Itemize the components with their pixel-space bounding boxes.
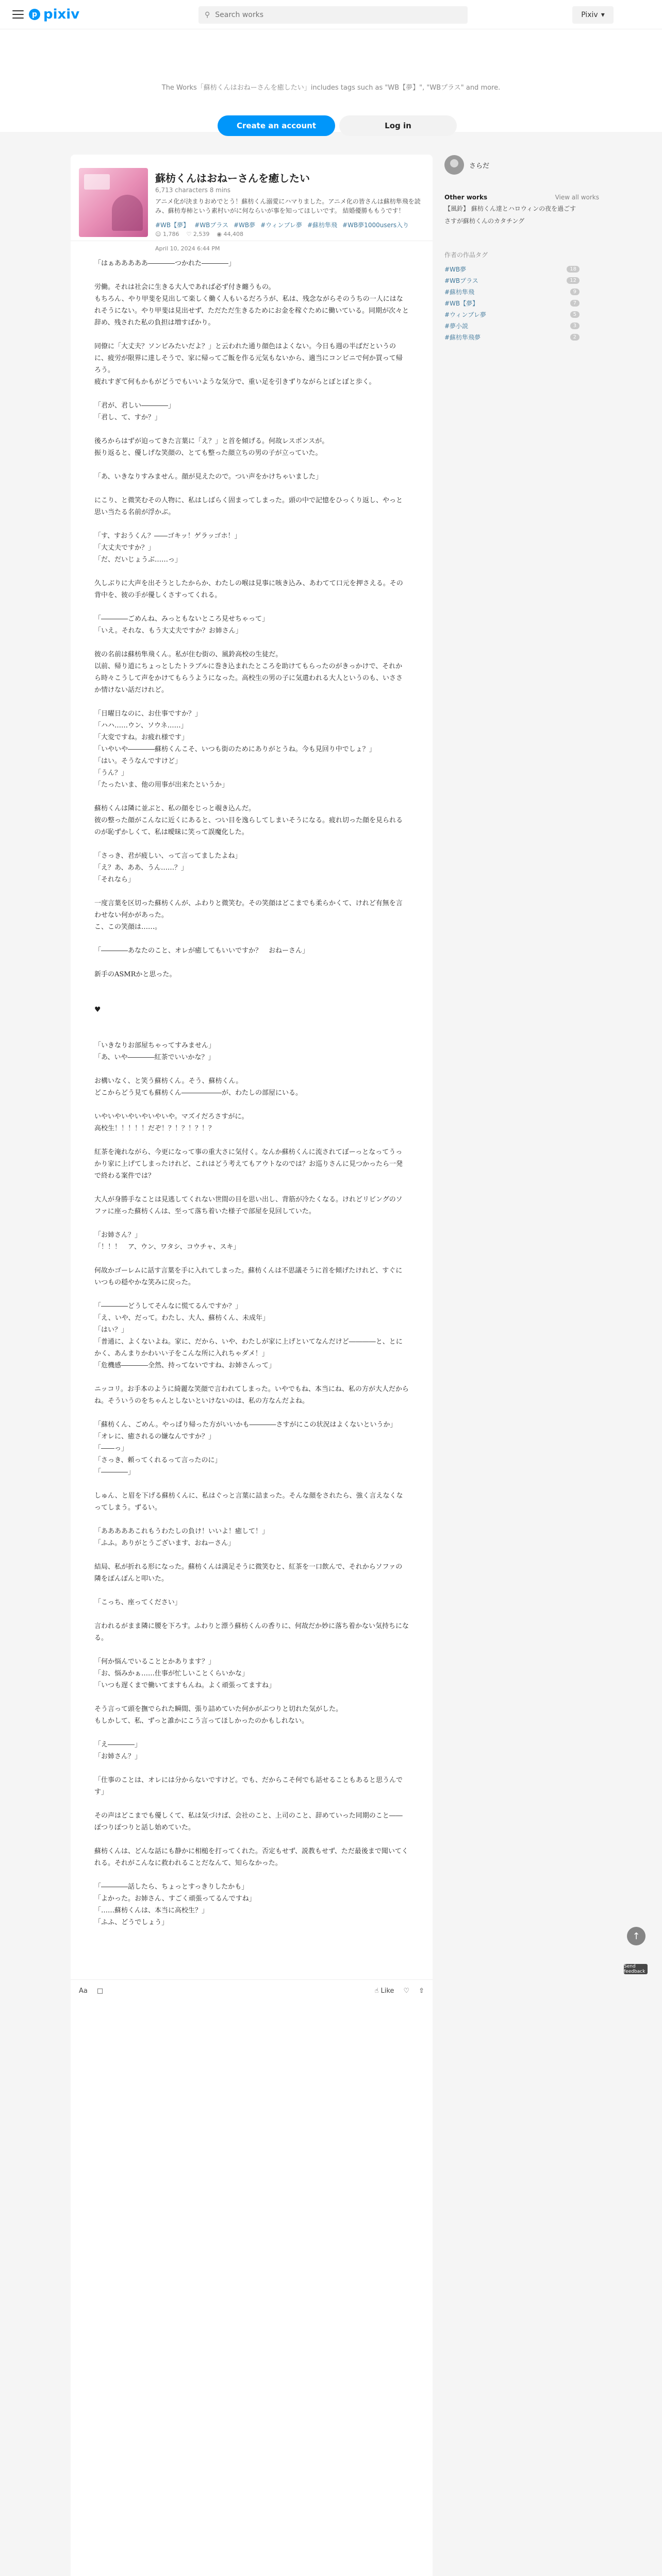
work-caption: アニメ化が決まりおめでとう！蘇枋くん溺愛にハマりました。アニメ化の皆さんは蘇枋隼飛を読み、蘇枋寿柿という素村いがに何ならいが事を知ってほしいです。 結婚優勝ももうです！ [155,198,421,214]
novel-body [71,258,433,1940]
author-sidebar [444,155,599,343]
view-count: 44,408 [223,231,243,238]
author-tag-count: 9 [570,289,580,295]
pixiv-logo[interactable] [29,7,79,22]
author-tag-name: #蘇枋隼飛夢 [444,333,481,341]
novel-paragraph: その声はどこまでも優しくて、私は気づけば、会社のこと、上司のこと、辞めていった同期のこと――ぽつりぽつりと話し始めていた。 [94,1812,403,1832]
author-name[interactable]: さらだ [469,162,490,170]
top-bar [0,0,662,29]
section-separator: ♥ [94,1006,101,1014]
novel-paragraph: 何故かゴーレムに話す言葉を手に入れてしまった。蘇枋くんは不思議そうに首を傾げたけれど、すぐにいつもの穏やかな笑みに戻った。 [94,1267,403,1286]
author-tag-count: 3 [570,323,580,329]
avatar[interactable] [444,155,464,175]
smile-icon: ☺ [155,231,161,238]
chevron-down-icon: ▾ [601,11,605,19]
search-input[interactable] [215,11,452,19]
novel-cover-image[interactable] [79,168,148,237]
novel-paragraph: 「何か悩んでいることとかあります？」 「お、悩みかぁ……仕事が忙しいことくらいかな」 「いつも遅くまで働いてますもんね。よく頑張ってますね」 [94,1658,276,1689]
novel-paragraph: 言われるがまま隣に腰を下ろす。ふわりと漂う蘇枋くんの香りに、何故だか妙に落ち着かない気持ちになる。 [94,1622,409,1642]
reader-toolbar [71,1979,433,2002]
novel-paragraph: 同僚に「大丈夫？ソンビみたいだよ？」と云われた通り顔色はよくない。今日も週の半ばだというのに、疲労が限界に達しそうで、家に帰ってご飯を作る元気もないから、適当にコンビニで何か買って帰ろう。 疲れすぎて何もかもがどうでもいいような気分で、重い足を引きずりながらとぼとぼと歩く。 [94,343,403,386]
other-works-header [444,194,599,201]
like-count: 1,786 [162,231,179,238]
novel-paragraph: 「こっち、座ってください」 [94,1599,181,1606]
novel-paragraph: 大人が身勝手なことは見逃してくれない世間の目を思い出し、背筋が冷たくなる。けれどリビングのソファに座った蘇枋くんは、至って落ち着いた様子で部屋を見回していた。 [94,1196,403,1215]
tag-link[interactable]: #WB夢1000users入り [342,222,409,229]
novel-paragraph: 「日曜日なのに、お仕事ですか？」 「ハハ……ウン、ソウネ……」 「大変ですね。お疲れ様です」 「いやいや――――蘇枋くんこそ、いつも街のためにありがとうね。今も見回り中でしょ？」 「はい。そうなんですけど」 「うん？」 「たったいま、他の用事が出来たというか」 [94,710,376,789]
author-tag-name: #WB【夢】 [444,299,479,307]
author-tag-row[interactable] [444,331,580,343]
work-meta: 6,713 characters 8 mins [155,187,231,194]
author-tag-row[interactable] [444,275,580,286]
publish-date: April 10, 2024 6:44 PM [155,245,220,252]
bookmark-stat [186,231,209,238]
view-stat [217,231,243,238]
tag-link[interactable]: #WB夢 [233,222,256,229]
novel-paragraph: 結局、私が折れる形になった。蘇枋くんは満足そうに微笑むと、紅茶を一口飲んで、それからソファの隣をぽんぽんと叩いた。 [94,1563,403,1583]
font-settings-icon[interactable]: Aa [79,1987,88,1995]
novel-paragraph: にこり、と微笑むその人物に、私はしばらく固まってしまった。頭の中で記憶をひっくり返し、やっと思い当たる名前が浮かぶ。 [94,497,403,516]
arrow-up-icon: ↑ [632,1930,640,1942]
thumbs-up-icon: ☝ [374,1987,379,1995]
work-stats [155,231,243,238]
share-icon[interactable]: ⇧ [419,1987,424,1995]
author-tags-heading: 作者の作品タグ [444,251,488,259]
author-tag-count: 2 [570,334,580,341]
search-box[interactable] [198,6,468,24]
novel-paragraph: 労働。それは社会に生きる大人であれば必ず付き纏うもの。 もちろん、やり甲斐を見出して楽しく働く人もいるだろうが、私は、残念ながらそのうちの一人にはなれそうにない。やり甲斐は見出せず、ただただ生きるためにお金を稼ぐために働いている。同期が次々と辞め、残された私の負担は増すばかり。 [94,283,409,327]
send-feedback-button[interactable]: Send feedback [624,1964,648,1974]
create-account-button[interactable]: Create an account [218,115,335,136]
novel-paragraph: ニッコリ。お手本のように綺麗な笑顔で言われてしまった。いやでもね、本当にね、私の方が大人だからね。そういうのをちゃんとしないといけないのは、私の方なんだよね。 [94,1385,409,1405]
novel-paragraph: 「蘇枋くん、ごめん。やっぱり帰った方がいいかも――――さすがにこの状況はよくないというか」 「オレに、癒されるの嫌なんですか？」 「――っ」 「さっき、頼ってくれるって言ったのに」 「――――」 [94,1421,397,1476]
author-tag-list [444,263,580,343]
author-tag-count: 12 [567,277,580,284]
novel-paragraph: 「え――――」 「お姉さん？」 [94,1741,142,1760]
novel-paragraph: 彼の名前は蘇枋隼飛くん。私が住む街の、風鈴高校の生徒だ。 以前、帰り道にちょっとしたトラブルに巻き込まれたところを助けてもらったのがきっかけで、それから時々こうして声をかけてもらうようになった。高校生の男の子に気遣われる大人というのも、いささか情けない話だけれど。 [94,651,403,694]
novel-paragraph: いやいやいやいやいやいや。マズイだろさすがに。 高校生！！！！！だぞ！？！？！？！？ [94,1113,249,1132]
eye-icon: ◉ [217,231,222,238]
author-tag-name: #WBプラス [444,277,478,284]
other-work-link[interactable]: さすが蘇枋くんのカタチング [444,217,525,225]
tag-link[interactable]: #ウィンブレ夢 [260,222,302,229]
search-icon: ⚲ [205,11,210,19]
novel-main [71,155,433,2576]
novel-paragraph: 「はぁあああああ――――つかれた――――」 [94,260,236,267]
language-label: Pixiv [581,11,598,19]
bookmark-heart-icon[interactable]: ♡ [403,1987,410,1995]
scroll-to-top-button[interactable] [627,1927,646,1945]
logo-text: pixiv [43,7,80,22]
novel-paragraph: 「仕事のことは、オレには分からないですけど。でも、だからこそ何でも話せることもあると思うんです」 [94,1776,403,1796]
author-tag-count: 7 [570,300,580,307]
like-label: Like [380,1987,394,1995]
login-button[interactable]: Log in [339,115,457,136]
like-button[interactable] [374,1987,394,1995]
author-tag-row[interactable] [444,286,580,297]
novel-paragraph: 「――――どうしてそんなに慌てるんですか？」 「え、いや、だって。わたし、大人、蘇枋くん、未成年」 「はい？」 「普通に、よくないよね。家に、だから、いや、わたしが家に上げといてなんだけど――――と、とにかく、あんまりかわいい子をこんな所に入れちゃダメ！」 「危機感――――全然、持ってないですね、お姉さんって」 [94,1302,403,1369]
novel-paragraph: 久しぶりに大声を出そうとしたからか、わたしの喉は見事に咳き込み、あわてて口元を押さえる。その背中を、彼の手が優しくさすってくれる。 [94,580,403,599]
novel-paragraph: 新手のASMRかと思った。 [94,971,176,978]
work-header [71,155,433,241]
promo-message: The Works「蘇枋くんはおねーさんを癒したい」includes tags such as "WB【夢】", "WBプラス" and more. [161,84,501,92]
author-tag-row[interactable] [444,263,580,275]
view-all-link[interactable]: View all works [555,194,599,201]
novel-paragraph: 蘇枋くんは、どんな話にも静かに相槌を打ってくれた。否定もせず、説教もせず、ただ最後まで聞いてくれる。それがこんなに救われることだなんて、知らなかった。 [94,1848,408,1867]
language-selector[interactable] [572,6,614,24]
author-tag-row[interactable] [444,320,580,331]
author-tag-name: #ウィンブレ夢 [444,311,486,318]
other-works-title: Other works [444,194,488,201]
novel-paragraph: 紅茶を淹れながら、今更になって事の重大さに気付く。なんか蘇枋くんに流されてぼーっとなってうっかり家に上げてしまったけれど、これはどう考えてもアウトなのでは？お巡りさんに見つかったら一発で終わる案件では？ [94,1148,403,1180]
tag-link[interactable]: #WB【夢】 [155,222,190,229]
novel-paragraph: そう言って頭を撫でられた瞬間、張り詰めていた何かがぷつりと切れた気がした。 もしかして、私、ずっと誰かにこう言ってほしかったのかもしれない。 [94,1705,343,1725]
author-tag-name: #蘇枋隼飛 [444,288,475,296]
novel-paragraph: しゅん、と眉を下げる蘇枋くんに、私はぐっと言葉に詰まった。そんな顔をされたら、強く言えなくなってしまう。ずるい。 [94,1492,403,1512]
signup-promo [0,29,662,132]
author-tag-name: #WB夢 [444,265,467,273]
author-tag-row[interactable] [444,297,580,309]
menu-icon[interactable] [12,10,24,19]
other-work-link[interactable]: 【風鈴】 蘇枋くん達とハロウィンの夜を過ごす [444,205,576,212]
author-tag-count: 5 [570,311,580,318]
novel-paragraph: 「す、すおうくん？――ゴキッ！ゲラッゴホ！」 「大丈夫ですか？」 「だ、だいじょうぶ……っ」 [94,532,241,564]
novel-paragraph: 「――――話したら、ちょっとすっきりしたかも」 「よかった。お姉さん、すごく頑張ってるんですね」 「……蘇枋くんは、本当に高校生？」 「ふふ、どうでしょう」 [94,1883,256,1926]
tag-link[interactable]: #WBプラス [194,222,228,229]
comment-icon[interactable]: □ [96,1987,104,1995]
pixiv-logo-icon: p [29,9,40,20]
novel-paragraph: 「――――ごめんね、みっともないところ見せちゃって」 「いえ。それな、もう大丈夫ですか？お姉さん」 [94,615,269,635]
novel-paragraph: 「お姉さん？」 「！！！ ア、ウン、ワタシ、コウチャ、スキ」 [94,1231,240,1251]
author-profile[interactable] [444,155,599,175]
novel-paragraph: 「いきなりお部屋ちゃってすみません」 「あ、いや――――紅茶でいいかな？」 [94,1042,216,1061]
novel-paragraph: 蘇枋くんは隣に並ぶと、私の顔をじっと覗き込んだ。 彼の整った顔がこんなに近くにあると、つい目を逸らしてしまいそうになる。疲れ切った顔を見られるのが恥ずかしくて、私は曖昧に笑って誤魔化した。 [94,805,403,836]
novel-paragraph: 「あ、いきなりすみません。顔が見えたので。つい声をかけちゃいました」 [94,473,323,481]
author-tag-name: #夢小説 [444,322,469,330]
novel-paragraph: 「君が、君しい――――」 「君し、て、すか？」 [94,402,175,421]
author-tag-count: 18 [567,266,580,273]
novel-paragraph: 「――――あなたのこと、オレが癒してもいいですか？ おねーさん」 [94,947,309,955]
novel-paragraph: 後ろからはずが迫ってきた言葉に「え？」と首を傾げる。何故レスポンスが。 振り返ると、優しげな笑顔の、とても整った顔立ちの男の子が立っていた。 [94,437,329,457]
novel-paragraph: 「あああああこれもうわたしの負け！いいよ！癒して！」 「ふふ。ありがとうございます、おねーさん」 [94,1528,269,1547]
heart-icon: ♡ [186,231,192,238]
novel-paragraph: お構いなく、と笑う蘇枋くん。そう、蘇枋くん。 どこからどう見ても蘇枋くん――――――が、わたしの部屋にいる。 [94,1077,303,1097]
author-tag-row[interactable] [444,309,580,320]
work-title: 蘇枋くんはおねーさんを癒したい [155,172,310,184]
like-stat [155,231,179,238]
toolbar-actions [374,1987,424,1995]
bookmark-count: 2,539 [193,231,210,238]
novel-paragraph: 「さっき、君が疲しい、って言ってましたよね」 「え？あ、ああ、うん……？」 「それなら」 [94,852,242,884]
tag-link[interactable]: #蘇枋隼飛 [307,222,338,229]
work-tags [155,221,428,229]
novel-paragraph: 一度言葉を区切った蘇枋くんが、ふわりと微笑む。その笑顔はどこまでも柔らかくて、けれど有無を言わせない何かがあった。 こ、この笑顔は……。 [94,900,403,931]
